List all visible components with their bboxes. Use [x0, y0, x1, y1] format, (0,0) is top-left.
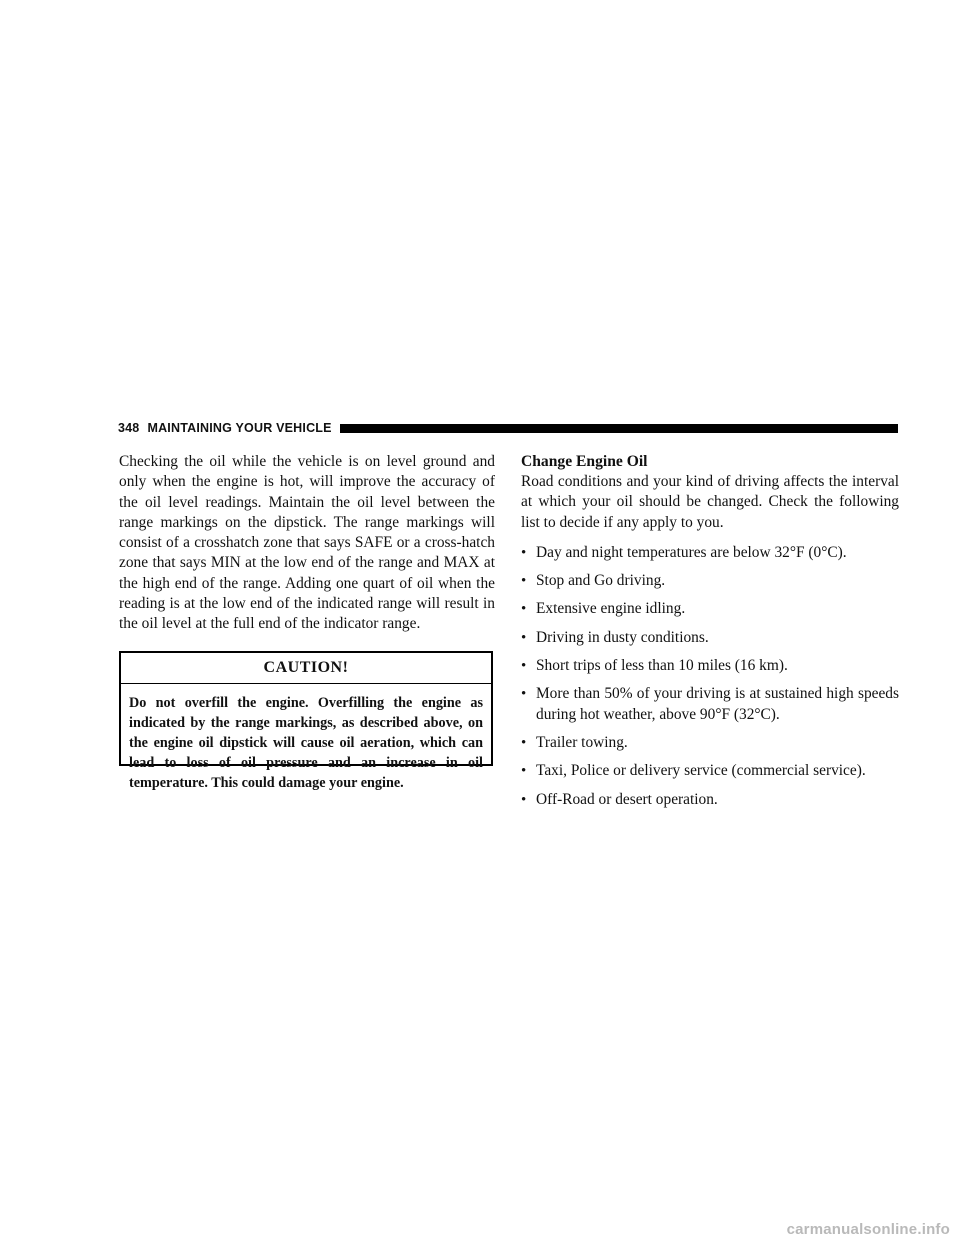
intro-paragraph: Road conditions and your kind of driving affects the interval at which your oil should be changed. Check the following list to decide if any apply to you. [521, 473, 899, 531]
bullet-icon: • [521, 573, 527, 590]
bullet-icon: • [521, 791, 527, 808]
list-item-text: Stop and Go driving. [536, 572, 666, 590]
page-number: 348 [118, 421, 140, 435]
page-header [118, 420, 898, 436]
bullet-icon: • [521, 629, 527, 646]
section-title: MAINTAINING YOUR VEHICLE [147, 421, 332, 435]
list-item-text: Driving in dusty conditions. [536, 628, 709, 646]
list-item [521, 571, 899, 591]
list-item [521, 599, 899, 619]
list-item [521, 656, 899, 676]
list-item [521, 733, 899, 753]
list-item-text: Extensive engine idling. [536, 600, 686, 618]
bullet-icon: • [521, 658, 527, 675]
header-rule [340, 424, 898, 433]
list-item [521, 628, 899, 648]
list-item [521, 761, 899, 781]
bullet-icon: • [521, 601, 527, 618]
oil-check-paragraph: Checking the oil while the vehicle is on level ground and only when the engine is hot, will improve the accuracy of the oil level readings. Maintain the oil level between the range markings on the dipstick. The range markings will consist of a crosshatch zone that says SAFE or a cross-hatch zone that says MIN at the low end of the range and MAX at the high end of the range. Adding one quart of oil when the reading is at the low end of the indicated range will result in the oil level at the full end of the indicator range. [119, 453, 495, 633]
bullet-icon: • [521, 544, 527, 561]
section-heading: Change Engine Oil [521, 453, 648, 470]
bullet-icon: • [521, 686, 527, 703]
right-column [521, 452, 899, 810]
caution-body: Do not overfill the engine. Overfilling the engine as indicated by the range markings, as described above, on the engine oil dipstick will cause oil aeration, which can lead to loss of oil pressure and an increase in oil temperature. This could damage your engine. [129, 695, 483, 791]
watermark: carmanualsonline.info [786, 1221, 950, 1238]
list-item-text: Short trips of less than 10 miles (16 km). [536, 657, 788, 675]
bullet-icon: • [521, 763, 527, 780]
list-item-text: Off-Road or desert operation. [536, 790, 718, 808]
list-item [521, 543, 899, 563]
list-item [521, 790, 899, 810]
bullet-icon: • [521, 734, 527, 751]
conditions-list [521, 543, 899, 810]
list-item-text: Day and night temperatures are below 32°F (0°C). [536, 543, 847, 561]
list-item-text: More than 50% of your driving is at sustained high speeds during hot weather, above 90°F (32°C). [536, 685, 899, 723]
caution-title: CAUTION! [121, 653, 491, 684]
list-item-text: Trailer towing. [536, 733, 628, 751]
list-item-text: Taxi, Police or delivery service (commercial service). [536, 762, 866, 780]
caution-box [119, 651, 493, 791]
list-item [521, 684, 899, 725]
left-column [119, 452, 495, 635]
